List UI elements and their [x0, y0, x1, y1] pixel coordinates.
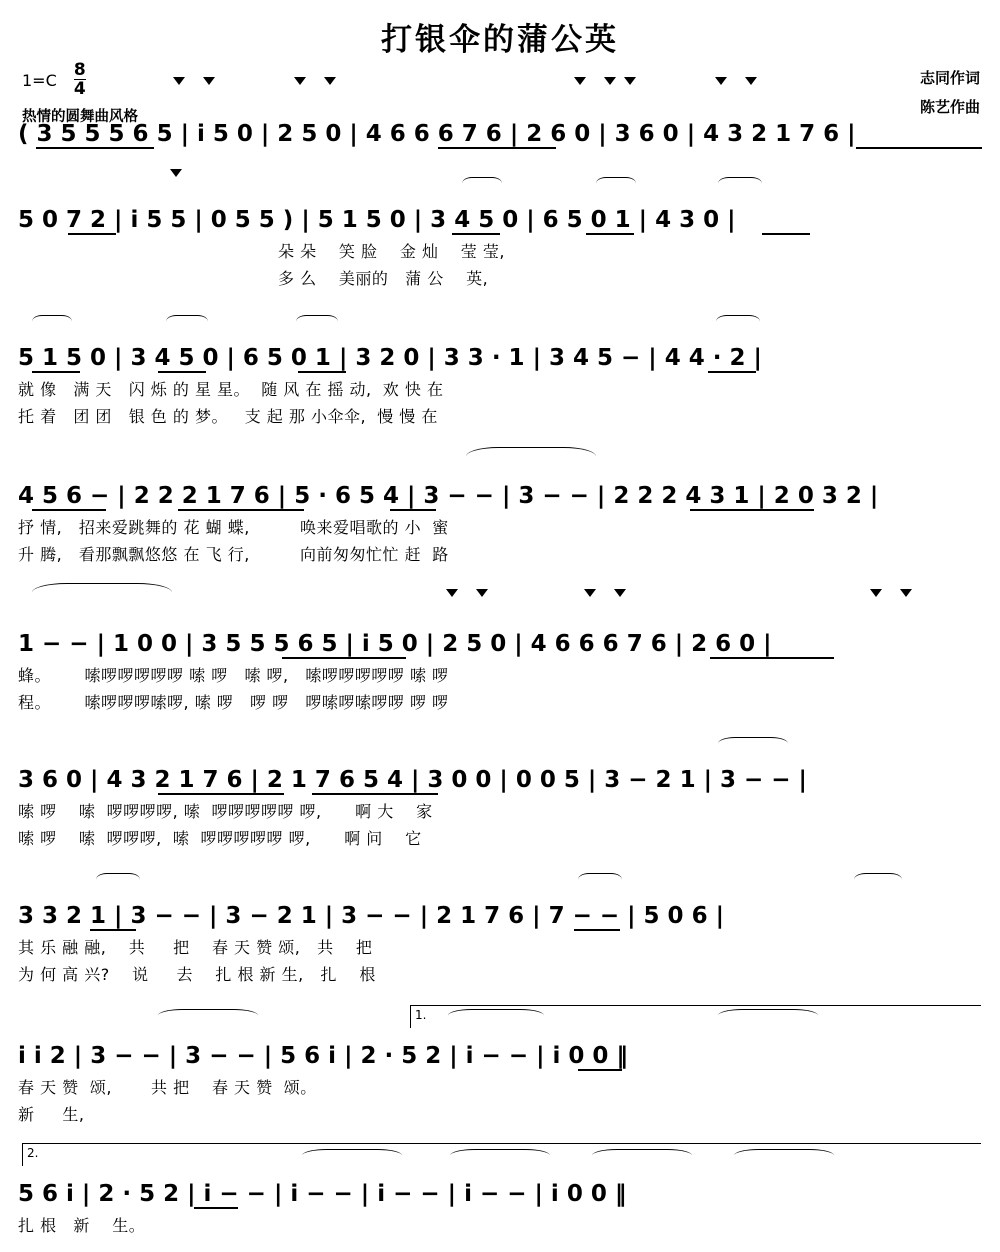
notation-line: ( 3 5 5 5 6 5 | i 5 0 | 2 5 0 | 4 6 6 6 7 6 | 2 6 0 | 3 6 0 | 4 3 2 1 7 6 | [18, 121, 856, 147]
composer: 陈艺作曲 [919, 97, 980, 116]
notation-line: 4 5 6 − | 2 2 2 1 7 6 | 5 · 6 5 4 | 3 − − | 3 − − | 2 2 2 4 3 1 | 2 0 3 2 | [18, 483, 879, 509]
accent-mark [476, 589, 488, 597]
system-2 [18, 167, 982, 291]
beam-line [158, 371, 206, 373]
slur [718, 737, 788, 750]
lyrics-verse-2: 多 么 美丽的 蒲 公 英, [278, 269, 489, 288]
lyrics-verse-1: 蜂。 嗦啰啰啰啰啰 嗦 啰 嗦 啰, 嗦啰啰啰啰啰 嗦 啰 [18, 666, 449, 685]
beam-line [390, 509, 436, 511]
accent-mark [715, 77, 727, 85]
time-signature-numerator: 8 [73, 60, 86, 80]
beam-line [856, 147, 982, 149]
beam-line [194, 1207, 238, 1209]
notation-line: 5 6 i | 2 · 5 2 | i − − | i − − | i − − | i − − | i 0 0 ‖ [18, 1181, 627, 1207]
lyrics-verse-1: 扎 根 新 生。 [18, 1216, 146, 1235]
beam-line [36, 147, 154, 149]
slur [296, 315, 338, 328]
slur [466, 447, 596, 466]
beam-line [178, 509, 304, 511]
slur [596, 177, 636, 190]
slur [32, 583, 172, 602]
slur [166, 315, 208, 328]
style-direction: 热情的圆舞曲风格 [22, 109, 138, 125]
beam-line [574, 929, 620, 931]
beam-line [32, 509, 106, 511]
system-1 [18, 77, 982, 153]
beam-line [452, 233, 500, 235]
lyrics-verse-1: 嗦 啰 嗦 啰啰啰啰, 嗦 啰啰啰啰啰 啰, 啊 大 家 [18, 802, 433, 821]
beam-line [32, 371, 80, 373]
accent-mark [173, 77, 185, 85]
lyrics-verse-1: 其 乐 融 融, 共 把 春 天 赞 颂, 共 把 [18, 938, 373, 957]
accent-mark [624, 77, 636, 85]
notation-line: i i 2 | 3 − − | 3 − − | 5 6 i | 2 · 5 2 | i − − | i 0 0 ‖ [18, 1043, 628, 1069]
time-signature-denominator: 4 [73, 79, 86, 99]
notation-line: 5 1 5 0 | 3 4 5 0 | 6 5 0 1 | 3 2 0 | 3 3 · 1 | 3 4 5 − | 4 4 · 2 | [18, 345, 762, 371]
notation-line: 3 6 0 | 4 3 2 1 7 6 | 2 1 7 6 5 4 | 3 0 0 | 0 0 5 | 3 − 2 1 | 3 − − | [18, 767, 807, 793]
slur [854, 873, 902, 886]
beam-line [690, 509, 814, 511]
slur [716, 315, 760, 328]
beam-line [312, 793, 438, 795]
beam-line [708, 371, 756, 373]
accent-mark [170, 169, 182, 177]
accent-mark [604, 77, 616, 85]
accent-mark [900, 589, 912, 597]
lyrics-verse-2: 新 生, [18, 1105, 85, 1124]
lyrics-verse-2: 托 着 团 团 银 色 的 梦。 支 起 那 小伞伞, 慢 慢 在 [18, 407, 438, 426]
lyrics-verse-1: 春 天 赞 颂, 共 把 春 天 赞 颂。 [18, 1078, 317, 1097]
slur [734, 1149, 834, 1162]
accent-mark [446, 589, 458, 597]
beam-line [762, 233, 810, 235]
beam-line [298, 371, 346, 373]
lyrics-verse-2: 为 何 高 兴? 说 去 扎 根 新 生, 扎 根 [18, 965, 376, 984]
slur [462, 177, 502, 190]
slur [718, 1009, 818, 1022]
slur [448, 1009, 544, 1022]
lyrics-verse-1: 就 像 满 天 闪 烁 的 星 星。 随 风 在 摇 动, 欢 快 在 [18, 380, 444, 399]
beam-line [282, 657, 406, 659]
page-title: 打银伞的蒲公英 [381, 22, 619, 58]
beam-line [158, 793, 284, 795]
slur [592, 1149, 692, 1162]
accent-mark [870, 589, 882, 597]
accent-mark [745, 77, 757, 85]
accent-mark [324, 77, 336, 85]
accent-mark [574, 77, 586, 85]
slur [450, 1149, 550, 1162]
accent-mark [614, 589, 626, 597]
system-7 [18, 867, 982, 987]
lyrics-verse-2: 程。 嗦啰啰啰嗦啰, 嗦 啰 啰 啰 啰嗦啰嗦啰啰 啰 啰 [18, 693, 449, 712]
beam-line [578, 1069, 622, 1071]
accent-mark [203, 77, 215, 85]
slur [32, 315, 72, 328]
slur [578, 873, 622, 886]
system-5 [18, 583, 982, 715]
ending-number: 2. [27, 1146, 39, 1160]
lyrics-verse-1: 朵 朵 笑 脸 金 灿 莹 莹, [278, 242, 505, 261]
ending-number: 1. [415, 1008, 427, 1022]
key-signature: 1=C [22, 70, 57, 90]
system-6 [18, 731, 982, 851]
beam-line [438, 147, 556, 149]
lyrics-verse-2: 升 腾, 看那飘飘悠悠 在 飞 行, 向前匆匆忙忙 赶 路 [18, 545, 449, 564]
beam-line [586, 233, 634, 235]
slur [96, 873, 140, 886]
notation-line: 1 − − | 1 0 0 | 3 5 5 5 6 5 | i 5 0 | 2 5 0 | 4 6 6 6 7 6 | 2 6 0 | [18, 631, 772, 657]
accent-mark [584, 589, 596, 597]
system-8 [18, 1003, 982, 1127]
lyricist: 志同作词 [919, 69, 980, 87]
beam-line [68, 233, 116, 235]
system-9 [18, 1141, 982, 1238]
lyrics-verse-2: 嗦 啰 嗦 啰啰啰, 嗦 啰啰啰啰啰 啰, 啊 问 它 [18, 829, 422, 848]
system-4 [18, 445, 982, 567]
beam-line [90, 929, 136, 931]
slur [302, 1149, 402, 1162]
lyrics-verse-1: 抒 情, 招来爱跳舞的 花 蝴 蝶, 唤来爱唱歌的 小 蜜 [18, 518, 449, 537]
notation-line: 5 0 7 2 | i 5 5 | 0 5 5 ) | 5 1 5 0 | 3 4 5 0 | 6 5 0 1 | 4 3 0 | [18, 207, 736, 233]
notation-line: 3 3 2 1 | 3 − − | 3 − 2 1 | 3 − − | 2 1 7 6 | 7 − − | 5 0 6 | [18, 903, 724, 929]
slur [158, 1009, 258, 1022]
system-3 [18, 307, 982, 429]
beam-line [710, 657, 834, 659]
slur [718, 177, 762, 190]
accent-mark [294, 77, 306, 85]
